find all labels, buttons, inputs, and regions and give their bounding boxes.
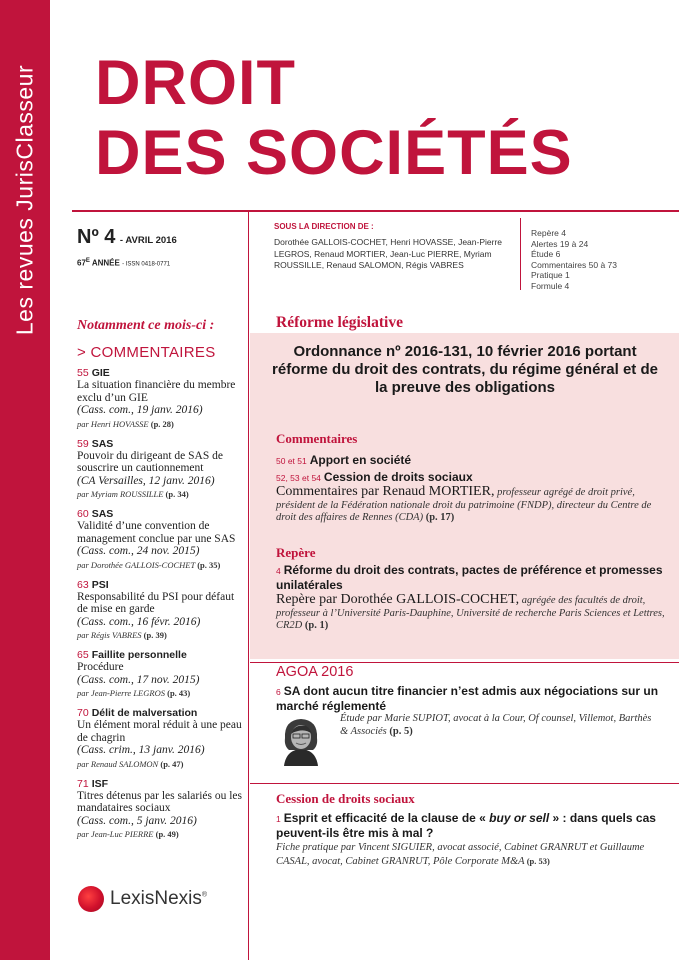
article-heading[interactable] [276,684,666,713]
rubrique-item: Pratique 1 [531,270,570,280]
section-title-cession: Cession de droits sociaux [276,791,415,806]
column-divider [248,210,249,960]
direction-names: Dorothée GALLOIS-COCHET, Henri HOVASSE, Jean-Pierre LEGROS, Renaud MORTIER, Jean-Luc PIERRE, Myriam ROUSSILLE, Renaud SALOMON, Régis VABRES [274,237,503,270]
article-heading[interactable] [276,811,666,840]
item-page: (p. 49) [155,829,179,839]
year-sup: E [85,258,90,264]
item-page: (p. 43) [167,688,191,698]
item-page: (p. 34) [165,489,189,499]
byline-page: (p. 17) [423,512,455,523]
article-number: 50 et 51 [276,456,307,466]
article-label: Réforme du droit des contrats, pactes de préférence et promesses unilatérales [276,563,663,592]
direction-heading: SOUS LA DIRECTION DE : [274,222,374,231]
item-desc: Un élément moral réduit à une peau de chagrin [77,719,242,744]
subsection-commentaires: Commentaires [276,431,358,446]
direction-block [274,222,514,272]
item-desc: Pouvoir du dirigeant de SAS de souscrire un cautionnement [77,449,223,474]
logo-mark-icon [78,886,104,912]
article-label: SA dont aucun titre financier n’est admis aux négociations sur un marché réglementé [276,684,659,713]
subsection-repere: Repère [276,545,316,560]
article-number: 6 [276,687,281,697]
etude-author: Étude par Marie SUPIOT, avocat à la Cour, Of counsel, Villemot, Barthès & Associés [340,713,652,737]
year-label: ANNÉE [89,258,120,268]
list-item[interactable] [77,367,242,429]
item-author: par Dorothée GALLOIS-COCHET [77,559,196,570]
item-label: GIE [91,367,110,379]
article-label-em: buy or sell [489,811,550,825]
side-band-text: Les revues JurisClasseur [11,64,38,336]
portrait-icon [276,714,326,766]
etude-page: (p. 5) [386,725,413,737]
item-number: 70 [77,707,89,719]
article-number: 52, 53 et 54 [276,473,321,483]
ordonnance-title: Ordonnance nº 2016-131, 10 février 2016 portant réforme du droit des contrats, du régime général et de la preuve des obligations [272,343,658,396]
article-number: 4 [276,566,281,576]
item-number: 65 [77,649,89,661]
item-ref: (Cass. com., 16 févr. 2016) [77,615,201,628]
article-heading[interactable] [276,470,666,485]
article-heading[interactable] [276,453,666,468]
logo-text [110,888,207,910]
item-number: 63 [77,578,89,591]
fiche-byline [276,842,666,868]
item-page: (p. 28) [150,418,174,429]
rubrique-item: Formule 4 [531,280,570,291]
list-item[interactable] [77,707,242,769]
fiche-author: Fiche pratique par Vincent SIGUIER, avocat associé, Cabinet GRANRUT et Guillaume CASAL, avocat, Cabinet GRANRUT, Pôle Corporate M&A [276,842,645,867]
rubrique-item: Alertes 19 à 24 [531,238,589,249]
article-byline [276,486,666,525]
item-number: 71 [77,777,89,790]
item-desc: Responsabilité du PSI pour défaut de mise en garde [77,590,235,615]
list-item[interactable] [77,649,242,698]
article-label-post: » : dans quels cas peuvent-ils être mis à mal ? [276,811,656,840]
item-label: SAS [91,437,114,450]
list-item[interactable] [77,508,242,570]
item-page: (p. 47) [160,758,184,769]
byline-desc: professeur agrégé de droit privé, président de la Fédération nationale droit du patrimoine (FNDP), directeur du Centre de droit des affaires de Rennes (CDA) [276,487,652,523]
item-page: (p. 39) [143,630,167,640]
divider [72,210,679,212]
item-author: par Myriam ROUSSILLE [77,489,164,499]
issue-number [77,226,177,249]
divider [520,218,521,290]
rubrique-item: Étude 6 [531,249,561,259]
byline-desc: agrégée des facultés de droit, professeur à l’Université Paris-Dauphine, Université de recherche Paris Sciences et Lettres, CR2D [276,595,665,631]
section-title-agoa: AGOA 2016 [276,664,354,680]
item-ref: (Cass. com., 19 janv. 2016) [77,404,203,416]
rubrique-item: Repère 4 [531,228,566,238]
rubriques-list [531,228,617,291]
item-label: Faillite personnelle [91,649,187,661]
etude-byline [340,713,660,738]
year-number: 67 [77,258,86,268]
title-line-2: DES SOCIÉTÉS [95,118,573,188]
item-author: par Henri HOVASSE [77,418,149,429]
item-ref: (Cass. com., 5 janv. 2016) [77,814,197,827]
item-desc: Procédure [77,661,124,673]
logo-registered: ® [201,891,208,899]
left-heading: > COMMENTAIRES [77,344,216,361]
item-author: par Jean-Pierre LEGROS [77,688,165,698]
item-ref: (Cass. com., 17 nov. 2015) [77,673,200,686]
item-number: 55 [77,367,89,379]
author-portrait [276,714,326,766]
left-column [77,318,242,848]
left-intro: Notamment ce mois-ci : [77,318,215,333]
list-item[interactable] [77,438,242,500]
item-author: par Jean-Luc PIERRE [77,829,154,839]
item-page: (p. 35) [197,559,221,570]
item-author: par Régis VABRES [77,630,142,640]
logo-wordmark: LexisNexis [110,888,202,909]
title-line-1: DROIT [95,48,296,118]
byline-page: (p. 1) [302,620,329,631]
issue-date: - AVRIL 2016 [119,235,177,246]
item-label: PSI [91,578,109,591]
lexisnexis-logo [78,886,207,912]
article-label: Apport en société [309,453,412,467]
fiche-page: (p. 53) [524,855,550,866]
item-label: ISF [91,777,109,790]
list-item[interactable] [77,579,242,641]
side-band [0,0,50,960]
article-heading[interactable] [276,563,666,592]
article-label-pre: Esprit et efficacité de la clause de « [283,811,490,825]
issue-year [77,258,170,268]
item-label: SAS [91,508,114,520]
item-ref: (Cass. crim., 13 janv. 2016) [77,744,205,756]
byline-author: Repère par Dorothée GALLOIS-COCHET, [276,592,520,607]
item-number: 59 [77,437,89,450]
divider [250,662,679,663]
list-item[interactable] [77,778,242,840]
magazine-title [95,48,573,188]
item-ref: (CA Versailles, 12 janv. 2016) [77,474,215,487]
rubrique-item: Commentaires 50 à 73 [531,259,617,270]
issue-num: Nº 4 [77,226,116,248]
divider [250,783,679,784]
issn: - ISSN 0418-0771 [122,261,171,268]
byline-author: Commentaires par Renaud MORTIER, [276,484,495,499]
section-title-reforme: Réforme législative [276,314,403,331]
item-desc: Validité d’une convention de management conclue par une SAS [77,520,236,545]
item-number: 60 [77,508,89,520]
item-label: Délit de malversation [91,707,198,719]
article-byline [276,594,666,633]
article-number: 1 [276,814,281,824]
article-label: Cession de droits sociaux [323,470,473,484]
item-ref: (Cass. com., 24 nov. 2015) [77,545,200,557]
item-desc: La situation financière du membre exclu d’un GIE [77,379,236,404]
item-author: par Renaud SALOMON [77,758,159,769]
item-desc: Titres détenus par les salariés ou les mandataires sociaux [77,789,243,814]
